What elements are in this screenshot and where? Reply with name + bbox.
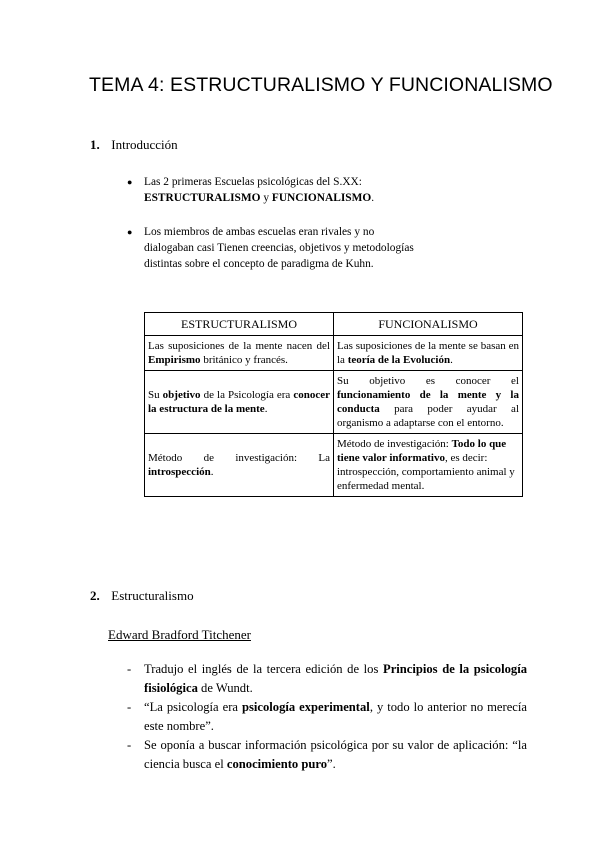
comparison-table — [144, 312, 523, 497]
bullet-icon: ● — [127, 177, 133, 187]
dash-icon: - — [127, 662, 132, 676]
section-introduccion — [90, 137, 178, 153]
section-number: 1. — [90, 137, 100, 152]
page-title: TEMA 4: ESTRUCTURALISMO Y FUNCIONALISMO — [89, 74, 553, 96]
bullet-text: y — [260, 192, 272, 204]
bullet-icon: ● — [127, 227, 133, 237]
table-row — [145, 336, 523, 371]
section-number: 2. — [90, 588, 100, 603]
author-heading: Edward Bradford Titchener — [108, 627, 251, 642]
section-heading: Introducción — [111, 137, 178, 152]
bullet-text: . — [371, 192, 375, 204]
list-item: - “La psicología era psicología experimental, y todo lo anterior no merecía este nombre”. — [127, 700, 527, 733]
table-header: ESTRUCTURALISMO — [145, 313, 334, 336]
table-cell: Las suposiciones de la mente nacen del Empirismo británico y francés. — [145, 336, 334, 371]
table-row — [145, 434, 523, 497]
table-cell: Método de investigación: Todo lo que tiene valor informativo, es decir: introspección, comportamiento animal y enfermedad mental. — [334, 434, 523, 497]
table-header: FUNCIONALISMO — [334, 313, 523, 336]
table-row — [145, 371, 523, 434]
list-item: - Tradujo el inglés de la tercera edición de los Principios de la psicología fisiológica de Wundt. — [127, 662, 527, 695]
table-cell: Su objetivo de la Psicología era conocer la estructura de la mente. — [145, 371, 334, 434]
list-item — [127, 174, 417, 206]
bullet-text: Las 2 primeras Escuelas psicológicas del S.XX: — [144, 176, 362, 188]
table-cell: Su objetivo es conocer el funcionamiento de la mente y la conducta para poder ayudar al organismo a adaptarse con el entorno. — [334, 371, 523, 434]
table-header-row — [145, 313, 523, 336]
table-cell: Método de investigación: La introspección. — [145, 434, 334, 497]
table-cell: Las suposiciones de la mente se basan en la teoría de la Evolución. — [334, 336, 523, 371]
list-item — [127, 224, 417, 272]
titchener-list — [127, 660, 527, 774]
list-item: - Se oponía a buscar información psicológica por su valor de aplicación: “la ciencia busca el conocimiento puro”. — [127, 738, 527, 771]
dash-icon: - — [127, 700, 132, 714]
bullet-bold: FUNCIONALISMO — [271, 192, 372, 204]
section-heading: Estructuralismo — [111, 588, 194, 603]
intro-bullet-list — [127, 174, 417, 272]
section-estructuralismo — [90, 588, 194, 604]
bullet-text: Los miembros de ambas escuelas eran rivales y no dialogaban casi Tienen creencias, objetivos y metodologías distintas sobre el concepto de paradigma de Kuhn. — [144, 226, 414, 270]
bullet-bold: ESTRUCTURALISMO — [144, 192, 261, 204]
dash-icon: - — [127, 738, 132, 752]
